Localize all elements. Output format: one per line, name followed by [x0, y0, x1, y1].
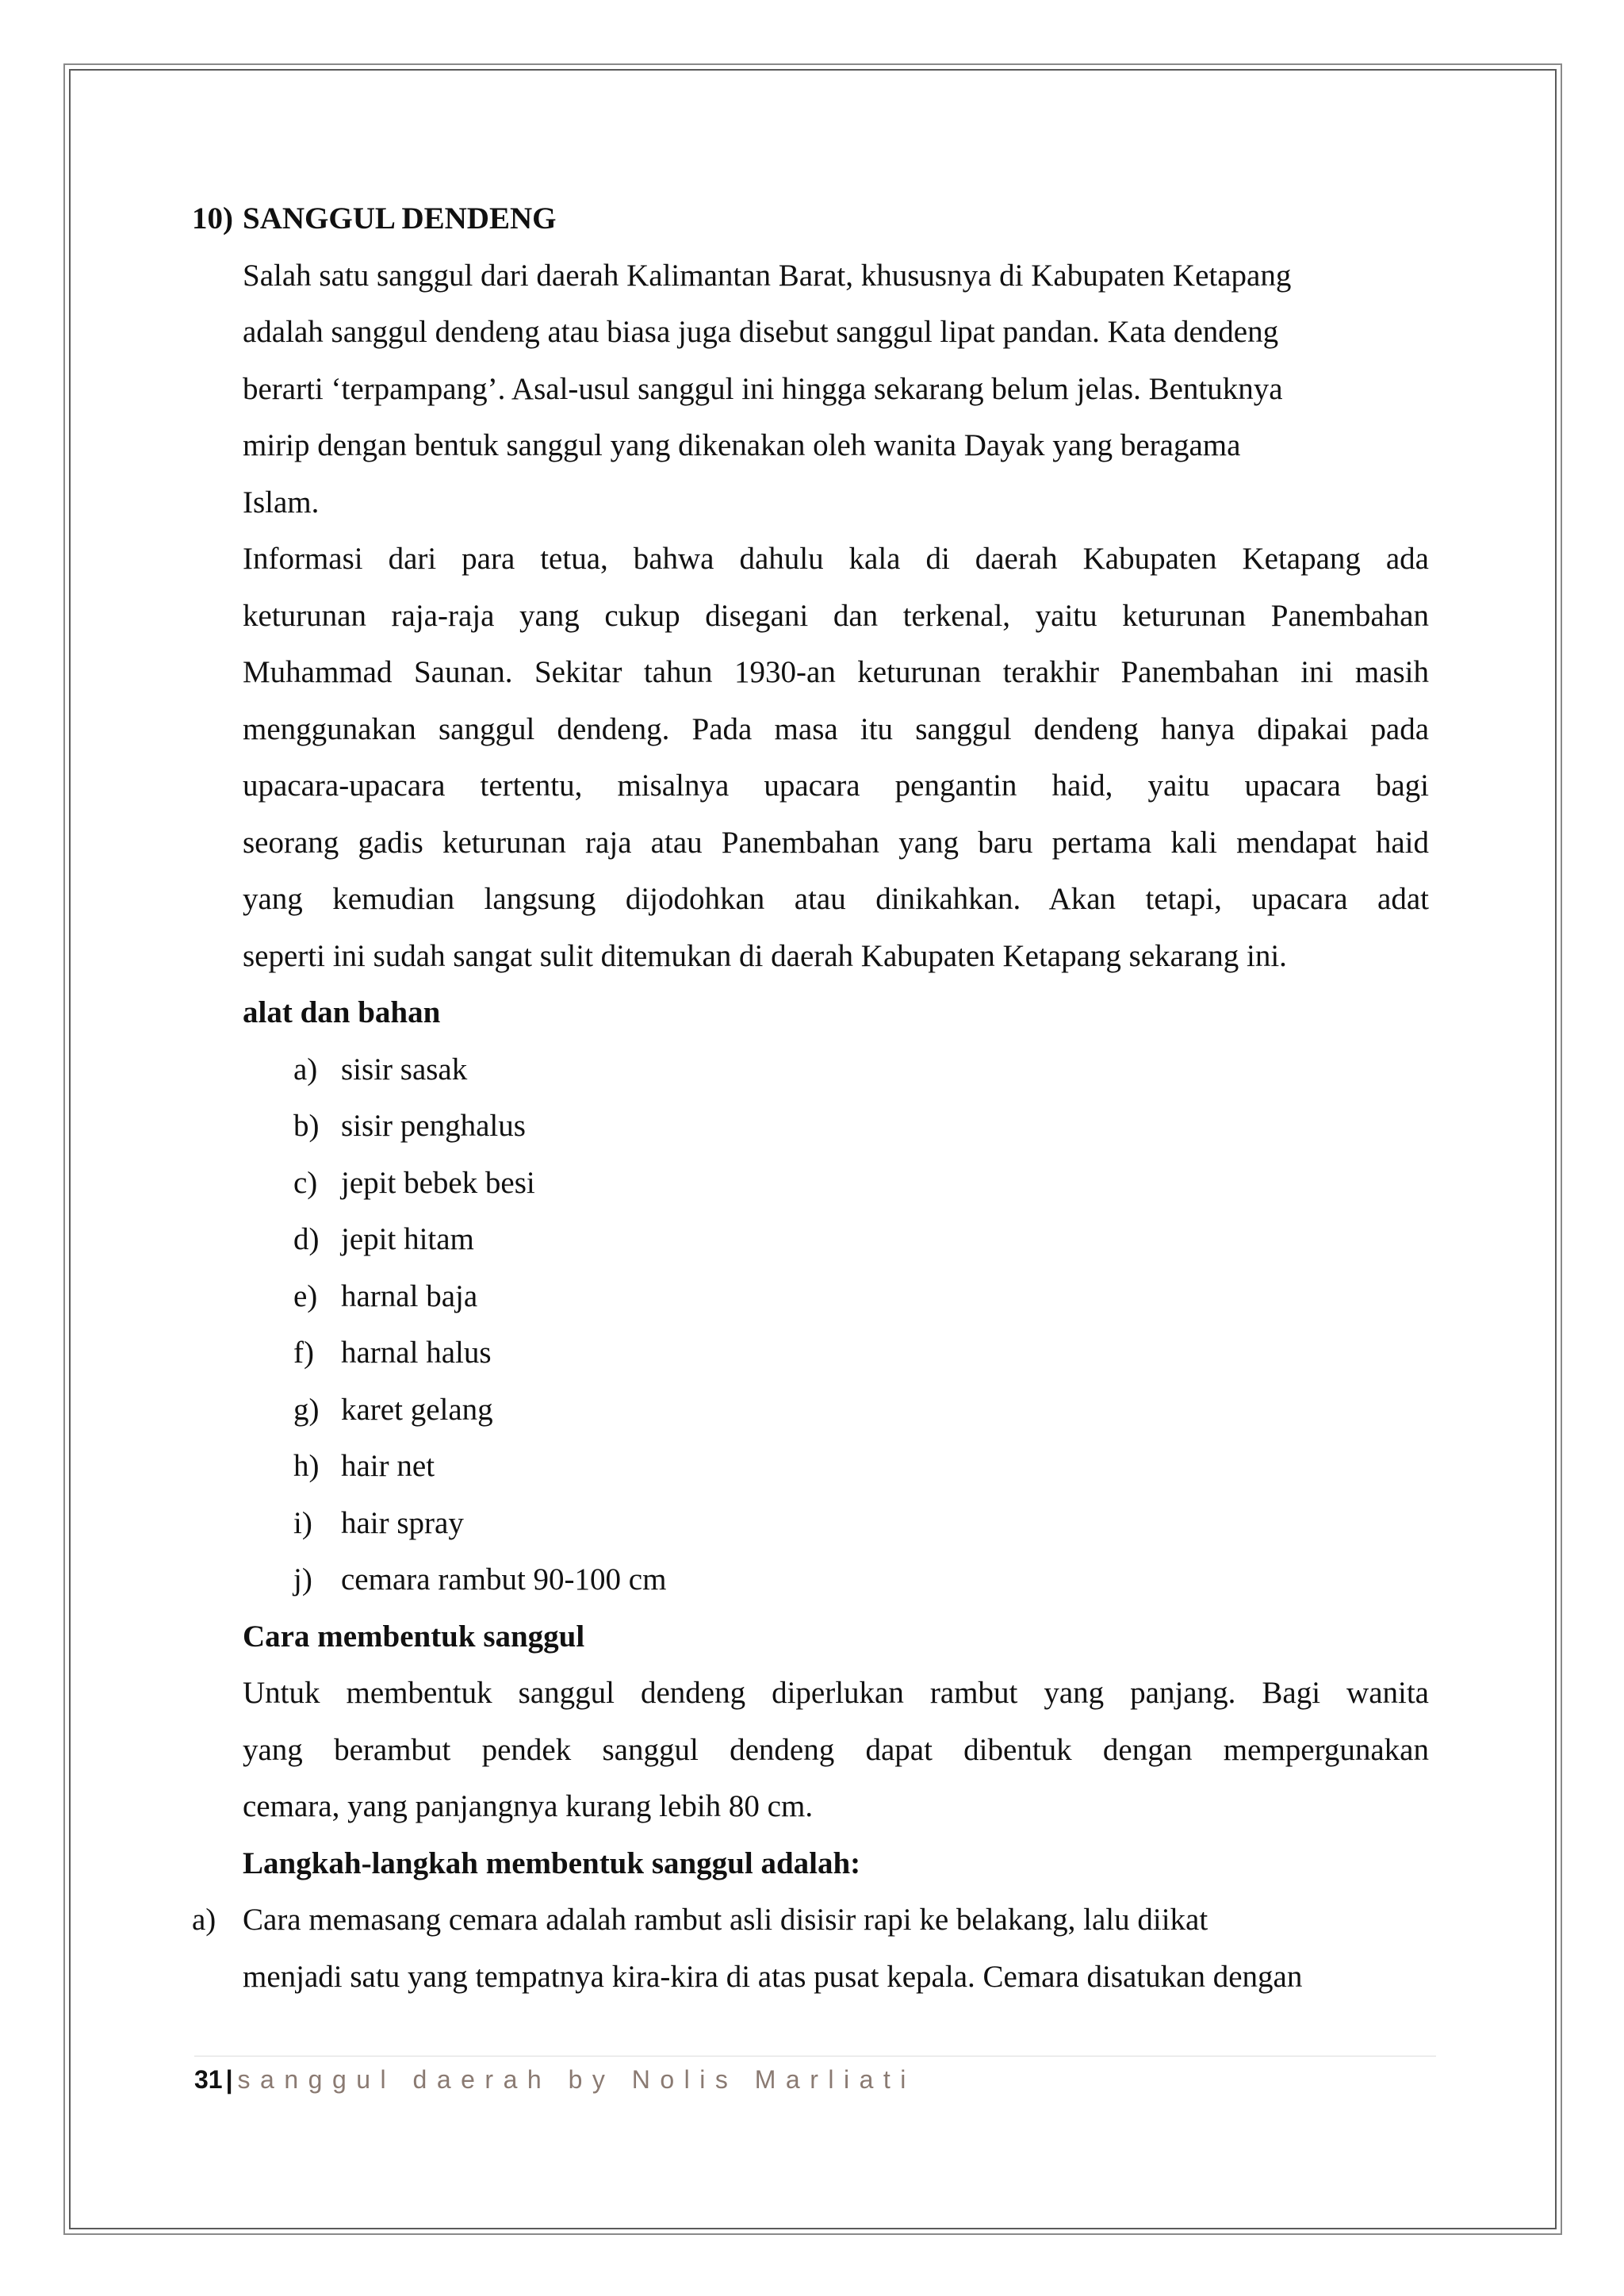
list-marker: j) [293, 1562, 312, 1596]
tools-list [243, 1041, 1429, 1608]
page-footer [194, 2065, 916, 2095]
list-marker: g) [293, 1392, 320, 1427]
list-marker: e) [293, 1278, 318, 1313]
list-marker: d) [293, 1222, 320, 1256]
step-marker: a) [192, 1903, 216, 1937]
list-marker: b) [293, 1109, 320, 1143]
page-number: 31 [194, 2065, 223, 2094]
method-paragraph [243, 1665, 1429, 1835]
method-line: Untuk membentuk sanggul dendeng diperlukan rambut yang panjang. Bagi wanita [243, 1676, 1429, 1710]
footer-text: sanggul daerah by Nolis Marliati [237, 2065, 916, 2094]
list-item-text: harnal baja [341, 1278, 478, 1313]
list-item [243, 1098, 1429, 1155]
info-line: keturunan raja-raja yang cukup disegani dan terkenal, yaitu keturunan Panembahan [243, 598, 1429, 633]
method-heading: Cara membentuk sanggul [243, 1619, 585, 1654]
intro-line: adalah sanggul dendeng atau biasa juga disebut sanggul lipat pandan. Kata dendeng [243, 315, 1279, 349]
info-line: upacara-upacara tertentu, misalnya upacara pengantin haid, yaitu upacara bagi [243, 769, 1429, 803]
list-item [243, 1211, 1429, 1268]
footer-separator: | [225, 2065, 233, 2094]
tools-heading: alat dan bahan [243, 995, 441, 1029]
list-item [243, 1551, 1429, 1608]
info-paragraph [243, 531, 1429, 984]
method-line: yang berambut pendek sanggul dendeng dapat dibentuk dengan mempergunakan [243, 1732, 1429, 1767]
intro-paragraph [243, 247, 1429, 531]
list-item [243, 1438, 1429, 1495]
info-line: seorang gadis keturunan raja atau Panembahan yang baru pertama kali mendapat haid [243, 825, 1429, 860]
list-item [243, 1382, 1429, 1439]
list-item-text: sisir penghalus [341, 1109, 526, 1143]
list-marker: f) [293, 1336, 314, 1370]
list-marker: a) [293, 1052, 318, 1087]
intro-line: Salah satu sanggul dari daerah Kalimantan Barat, khususnya di Kabupaten Ketapang [243, 258, 1292, 293]
list-item-text: jepit bebek besi [341, 1165, 535, 1200]
list-marker: h) [293, 1449, 320, 1483]
list-item [243, 1041, 1429, 1098]
list-item-text: hair spray [341, 1505, 464, 1540]
list-item-text: cemara rambut 90-100 cm [341, 1562, 667, 1596]
info-line: Informasi dari para tetua, bahwa dahulu kala di daerah Kabupaten Ketapang ada [243, 542, 1429, 576]
info-line: menggunakan sanggul dendeng. Pada masa itu sanggul dendeng hanya dipakai pada [243, 711, 1429, 746]
step-item [192, 1892, 1429, 2005]
info-line: Muhammad Saunan. Sekitar tahun 1930-an keturunan terakhir Panembahan ini masih [243, 655, 1429, 689]
step-line: Cara memasang cemara adalah rambut asli disisir rapi ke belakang, lalu diikat [243, 1903, 1208, 1937]
list-marker: i) [293, 1505, 312, 1540]
list-item [243, 1495, 1429, 1552]
list-item-text: sisir sasak [341, 1052, 468, 1087]
section-title: SANGGUL DENDENG [243, 201, 557, 236]
method-line: cemara, yang panjangnya kurang lebih 80 cm. [243, 1789, 814, 1823]
list-item [243, 1324, 1429, 1382]
steps-heading: Langkah-langkah membentuk sanggul adalah: [243, 1846, 861, 1880]
document-body [192, 190, 1429, 2005]
list-item-text: hair net [341, 1449, 435, 1483]
list-item-text: harnal halus [341, 1336, 492, 1370]
section-heading [192, 190, 1429, 247]
info-line: seperti ini sudah sangat sulit ditemukan di daerah Kabupaten Ketapang sekarang ini. [243, 938, 1287, 973]
list-item [243, 1268, 1429, 1325]
info-line: yang kemudian langsung dijodohkan atau dinikahkan. Akan tetapi, upacara adat [243, 882, 1429, 916]
intro-line: berarti ‘terpampang’. Asal-usul sanggul ini hingga sekarang belum jelas. Bentuknya [243, 371, 1283, 406]
list-item-text: karet gelang [341, 1392, 493, 1427]
intro-line: Islam. [243, 485, 320, 519]
section-number: 10) [192, 201, 233, 236]
list-item [243, 1155, 1429, 1212]
intro-line: mirip dengan bentuk sanggul yang dikenakan oleh wanita Dayak yang beragama [243, 428, 1241, 462]
list-item-text: jepit hitam [341, 1222, 474, 1256]
list-marker: c) [293, 1165, 318, 1200]
step-line: menjadi satu yang tempatnya kira-kira di atas pusat kepala. Cemara disatukan dengan [243, 1959, 1303, 1994]
